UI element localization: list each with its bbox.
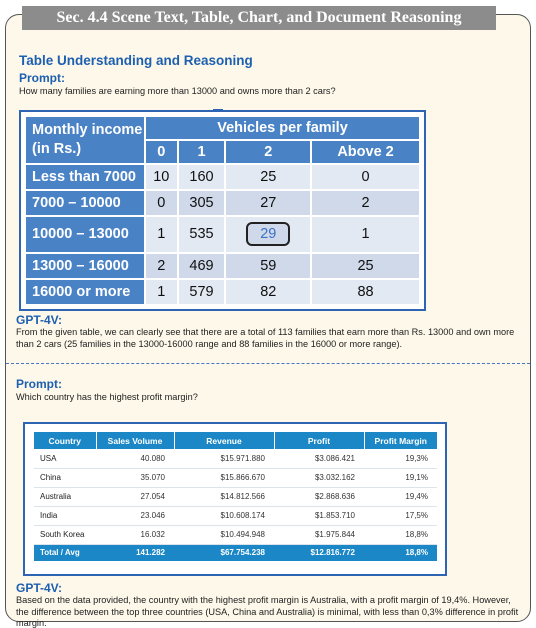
table-cell: 1 xyxy=(146,217,177,253)
profit-margin-table xyxy=(23,422,447,576)
prompt-label-2: Prompt: xyxy=(16,377,62,391)
table-cell: 25 xyxy=(312,254,419,278)
table-cell: 18,8% xyxy=(364,525,437,544)
table-row xyxy=(34,468,437,487)
table-cell: 160 xyxy=(179,165,225,189)
section-divider xyxy=(6,363,530,364)
table-cell: $1.853.710 xyxy=(274,506,364,525)
table-cell: Australia xyxy=(34,487,96,506)
table-cell: 27.054 xyxy=(96,487,174,506)
answer-label-2: GPT-4V: xyxy=(16,581,63,595)
answer-text-2: Based on the data provided, the country with the highest profit margin is Australia, with a profit margin of 19,4%. However, the difference between the top three countries (USA, China and Australia) is minimal, with less than 0,3% difference in profit margin. xyxy=(16,595,519,628)
highlighted-cell xyxy=(226,217,310,253)
column-header: Profit xyxy=(274,432,364,449)
row-header: 7000 – 10000 xyxy=(26,191,144,215)
table-cell: $2.868.636 xyxy=(274,487,364,506)
table-cell: Total / Avg xyxy=(34,544,96,561)
column-header: Sales Volume xyxy=(96,432,174,449)
corner-header: Monthly income (in Rs.) xyxy=(26,117,144,163)
column-header: Revenue xyxy=(174,432,274,449)
table-cell: India xyxy=(34,506,96,525)
prompt-text-2: Which country has the highest profit margin? xyxy=(16,392,198,402)
column-header: 0 xyxy=(146,141,177,163)
prompt-text-1: How many families are earning more than 13000 and owns more than 2 cars? xyxy=(19,86,336,96)
column-header: 1 xyxy=(179,141,225,163)
table-cell: South Korea xyxy=(34,525,96,544)
table-cell: $3.032.162 xyxy=(274,468,364,487)
table-cell: 305 xyxy=(179,191,225,215)
table-row xyxy=(26,217,419,253)
table-cell: 82 xyxy=(226,280,310,304)
table-cell: 17,5% xyxy=(364,506,437,525)
table-cell: $10.608.174 xyxy=(174,506,274,525)
table-cell: 579 xyxy=(179,280,225,304)
table-cell: 469 xyxy=(179,254,225,278)
table-cell: 2 xyxy=(312,191,419,215)
table-cell: 2 xyxy=(146,254,177,278)
table-cell: $67.754.238 xyxy=(174,544,274,561)
table-cell: 23.046 xyxy=(96,506,174,525)
table-cell: 27 xyxy=(226,191,310,215)
column-header: Country xyxy=(34,432,96,449)
table-cell: 19,4% xyxy=(364,487,437,506)
table-row xyxy=(34,506,437,525)
table-row xyxy=(34,525,437,544)
table-cell: 1 xyxy=(146,280,177,304)
income-vehicle-table xyxy=(19,110,426,311)
row-header: 10000 – 13000 xyxy=(26,217,144,253)
table-cell: 19,1% xyxy=(364,468,437,487)
section-banner: Sec. 4.4 Scene Text, Table, Chart, and Document Reasoning xyxy=(22,6,496,30)
table-cell: 25 xyxy=(226,165,310,189)
table-cell: 40.080 xyxy=(96,449,174,468)
table-cell: $1.975.844 xyxy=(274,525,364,544)
row-header: 13000 – 16000 xyxy=(26,254,144,278)
answer-label-1: GPT-4V: xyxy=(16,313,63,327)
total-row xyxy=(34,544,437,561)
column-header: Above 2 xyxy=(312,141,419,163)
table-cell: 18,8% xyxy=(364,544,437,561)
figure-panel xyxy=(5,14,531,628)
table-cell: 88 xyxy=(312,280,419,304)
table-row xyxy=(26,191,419,215)
row-header: 16000 or more xyxy=(26,280,144,304)
table-cell: $10.494.948 xyxy=(174,525,274,544)
table-row xyxy=(26,165,419,189)
table-cell: $14.812.566 xyxy=(174,487,274,506)
table-row xyxy=(34,487,437,506)
table-cell: $15.971.880 xyxy=(174,449,274,468)
table-cell: 0 xyxy=(312,165,419,189)
column-header: Profit Margin xyxy=(364,432,437,449)
table-cell: $12.816.772 xyxy=(274,544,364,561)
section-title: Table Understanding and Reasoning xyxy=(19,53,253,68)
table-cell: 19,3% xyxy=(364,449,437,468)
table-cell: 535 xyxy=(179,217,225,253)
circled-value: 29 xyxy=(246,222,290,246)
table-cell: $15.866.670 xyxy=(174,468,274,487)
table-row xyxy=(26,254,419,278)
table-cell: 10 xyxy=(146,165,177,189)
table-row xyxy=(34,449,437,468)
column-header: 2 xyxy=(226,141,310,163)
table-cell: 35.070 xyxy=(96,468,174,487)
table-cell: China xyxy=(34,468,96,487)
prompt-label-1: Prompt: xyxy=(19,71,65,85)
group-header: Vehicles per family xyxy=(146,117,419,139)
table-cell: 16.032 xyxy=(96,525,174,544)
answer-text-1: From the given table, we can clearly see that there are a total of 113 families that earn more than Rs. 13000 and own more than 2 cars (25 families in the 13000-16000 range and 88 families in the 16000 or more range). xyxy=(16,327,515,349)
table-cell: 0 xyxy=(146,191,177,215)
table-cell: 1 xyxy=(312,217,419,253)
table-cell: USA xyxy=(34,449,96,468)
table-cell: 59 xyxy=(226,254,310,278)
table-cell: 141.282 xyxy=(96,544,174,561)
row-header: Less than 7000 xyxy=(26,165,144,189)
table-cell: $3.086.421 xyxy=(274,449,364,468)
table-row xyxy=(26,280,419,304)
